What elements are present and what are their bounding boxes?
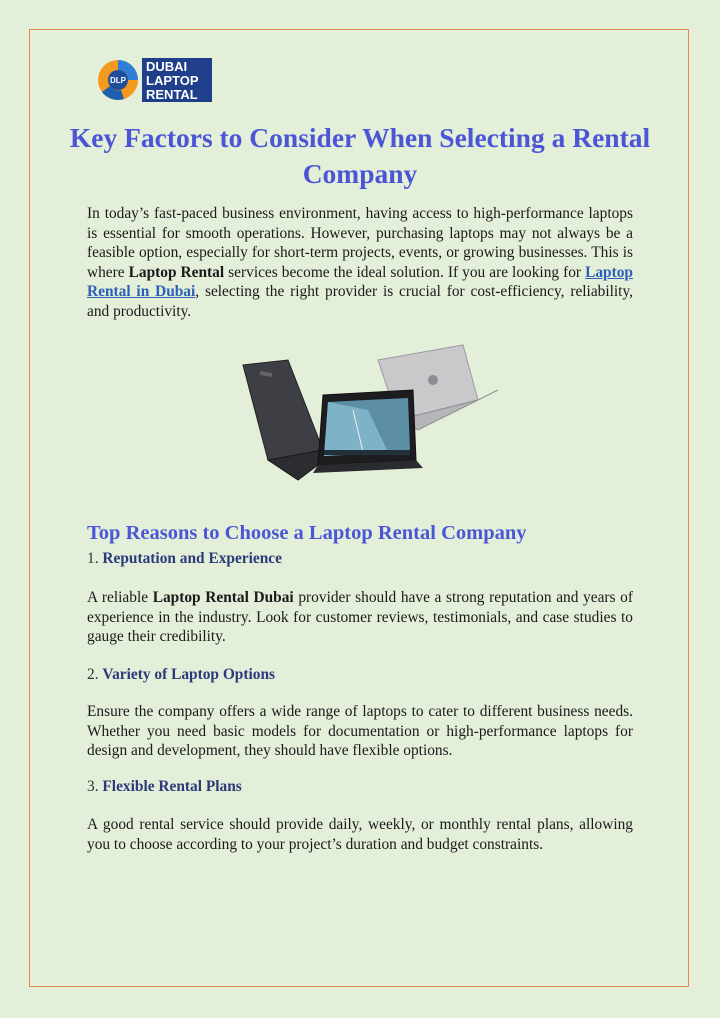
reason-1-heading bbox=[87, 549, 282, 569]
reason-1-bold: Laptop Rental Dubai bbox=[152, 589, 294, 606]
reason-1-paragraph bbox=[87, 588, 633, 647]
reason-1-label: Reputation and Experience bbox=[102, 550, 282, 567]
reason-2-heading bbox=[87, 665, 275, 685]
intro-text-2: services become the ideal solution. If you are looking for bbox=[224, 263, 586, 281]
laptops-image bbox=[228, 340, 503, 490]
reason-3-paragraph: A good rental service should provide daily, weekly, or monthly rental plans, allowing you to choose according to your project’s duration and budget constraints. bbox=[87, 816, 633, 853]
laptop-rental-dubai-link[interactable]: Laptop Rental in Dubai bbox=[87, 263, 633, 301]
reason-1-text-before: A reliable bbox=[87, 589, 153, 606]
logo-line-3: RENTAL bbox=[146, 87, 198, 102]
reason-2-label: Variety of Laptop Options bbox=[102, 666, 276, 683]
logo-line-2: LAPTOP bbox=[146, 73, 199, 88]
page-title: Key Factors to Consider When Selecting a Rental Company bbox=[69, 122, 651, 189]
reason-2-number: 2. bbox=[87, 666, 99, 683]
company-logo bbox=[94, 54, 216, 106]
reason-1-text-after: provider should have a strong reputation and years of experience in the industry. Look for customer reviews, testimonials, and case studies to gauge their credibility. bbox=[87, 589, 633, 646]
front-laptop bbox=[313, 390, 423, 473]
intro-paragraph bbox=[87, 204, 633, 322]
logo-line-1: DUBAI bbox=[146, 59, 188, 74]
intro-text-1: In today’s fast-paced business environment, having access to high-performance laptops is essential for smooth operations. However, purchasing laptops may not always be a feasible option, especially for short-term projects, events, or growing businesses. This is where bbox=[87, 205, 633, 281]
reason-3-label: Flexible Rental Plans bbox=[102, 778, 242, 795]
reason-3-number: 3. bbox=[87, 778, 99, 795]
section-heading: Top Reasons to Choose a Laptop Rental Company bbox=[87, 522, 527, 544]
reason-3-heading bbox=[87, 777, 242, 797]
intro-text-3: , selecting the right provider is crucial for cost-efficiency, reliability, and productivity. bbox=[87, 283, 634, 320]
intro-bold-laptop-rental: Laptop Rental bbox=[128, 263, 225, 281]
reason-1-number: 1. bbox=[87, 550, 99, 567]
reason-2-paragraph: Ensure the company offers a wide range of laptops to cater to different business needs. Whether you need basic models for documentation or high-performance laptops for design and development, they should have flexible options. bbox=[87, 703, 633, 760]
logo-initials: DLP bbox=[110, 76, 126, 85]
